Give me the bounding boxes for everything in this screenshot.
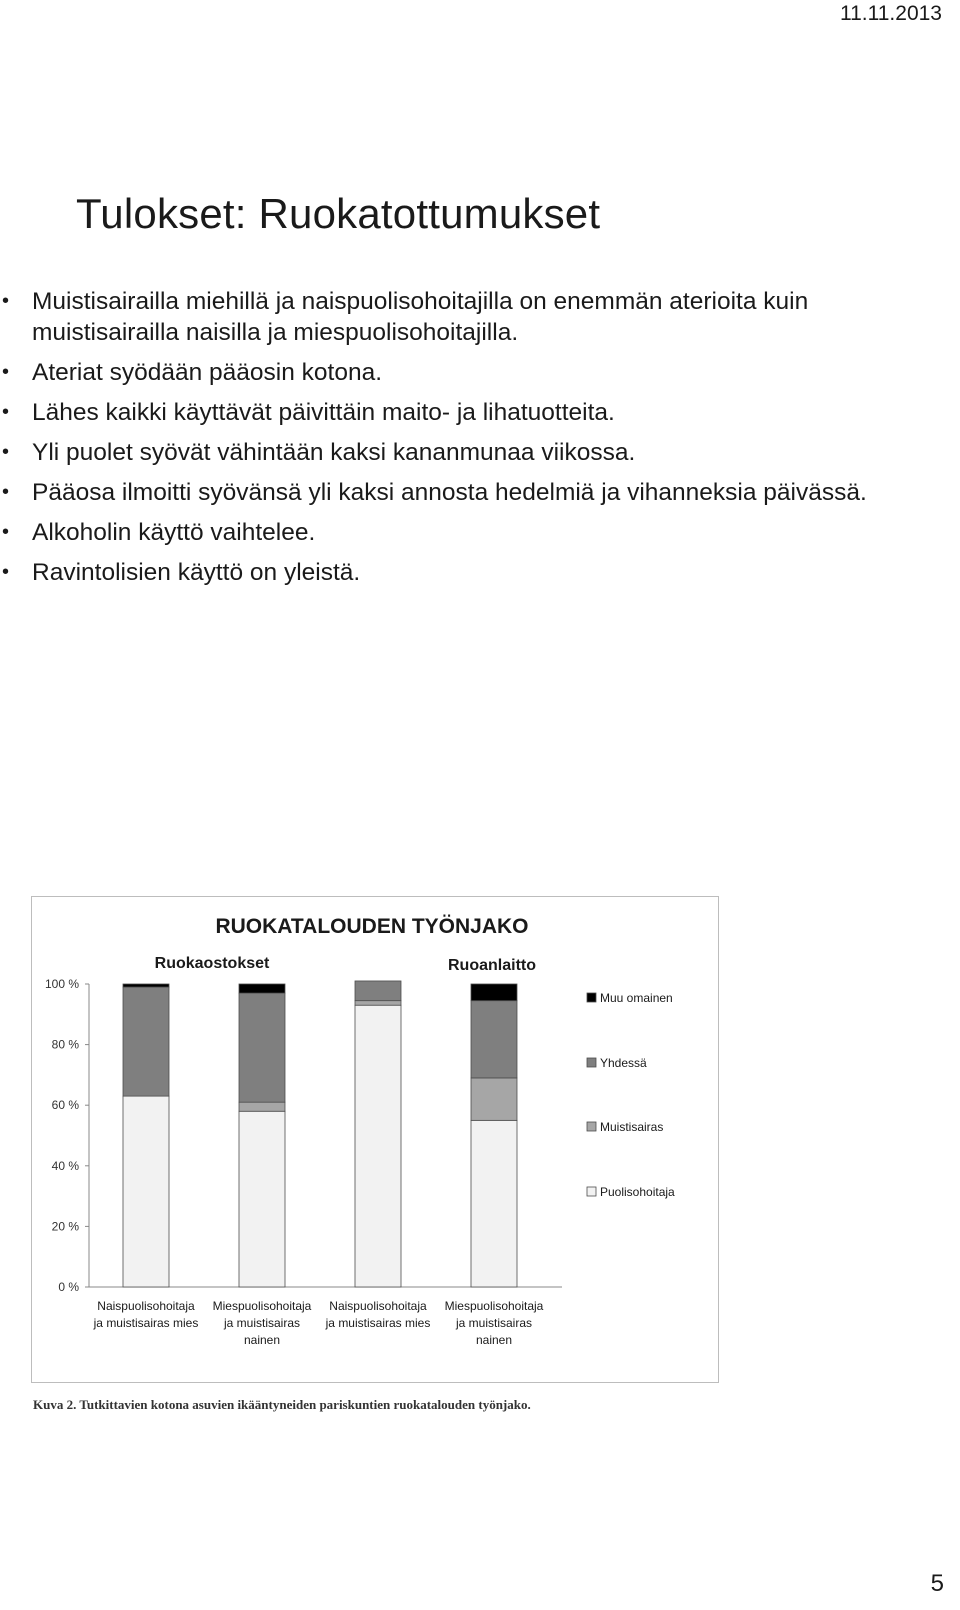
legend-swatch bbox=[587, 1058, 596, 1067]
y-tick-label: 40 % bbox=[51, 1158, 79, 1173]
legend-swatch bbox=[587, 1187, 596, 1196]
chart-title: RUOKATALOUDEN TYÖNJAKO bbox=[215, 915, 529, 938]
bullet-icon: • bbox=[2, 441, 10, 463]
figure-caption: Kuva 2. Tutkittavien kotona asuvien ikääntyneiden pariskuntien ruokatalouden työnjako. bbox=[33, 1397, 531, 1412]
bullet-text: Pääosa ilmoitti syövänsä yli kaksi annosta hedelmiä ja vihanneksia päivässä. bbox=[32, 479, 867, 506]
bar-segment-yhdessä bbox=[471, 1001, 517, 1078]
x-tick-label: ja muistisairas bbox=[223, 1316, 301, 1330]
bar-segment-muu-omainen bbox=[239, 984, 285, 993]
legend-label: Muistisairas bbox=[600, 1120, 664, 1134]
x-tick-label: nainen bbox=[243, 1333, 281, 1347]
bar-segment-muistisairas bbox=[471, 1078, 517, 1120]
bullet-icon: • bbox=[2, 290, 10, 312]
bar-segment-puolisohoitaja bbox=[123, 1096, 169, 1287]
bullet-text: Yli puolet syövät vähintään kaksi kananmunaa viikossa. bbox=[32, 439, 636, 466]
y-tick-label: 80 % bbox=[51, 1037, 79, 1052]
bar-segment-muistisairas bbox=[355, 1001, 401, 1006]
y-tick-label: 20 % bbox=[51, 1219, 79, 1234]
bar-segment-yhdessä bbox=[239, 993, 285, 1102]
page-number: 5 bbox=[930, 1570, 944, 1597]
bullet-item bbox=[0, 437, 930, 468]
bar-segment-puolisohoitaja bbox=[471, 1120, 517, 1287]
slide-title: Tulokset: Ruokatottumukset bbox=[76, 190, 601, 237]
bullet-icon: • bbox=[2, 481, 10, 503]
bar-segment-muu-omainen bbox=[471, 984, 517, 1001]
y-tick-label: 100 % bbox=[44, 977, 79, 991]
bar-segment-puolisohoitaja bbox=[355, 1005, 401, 1287]
legend-label: Muu omainen bbox=[600, 991, 673, 1005]
bullet-item bbox=[0, 517, 930, 548]
y-tick-label: 0 % bbox=[58, 1280, 79, 1294]
x-tick-label: ja muistisairas mies bbox=[325, 1316, 431, 1330]
bullet-text: Lähes kaikki käyttävät päivittäin maito- ja lihatuotteita. bbox=[32, 399, 615, 426]
slide-date: 11.11.2013 bbox=[840, 2, 942, 25]
bullet-text: Muistisairailla miehillä ja naispuolisohoitajilla on enemmän aterioita kuin muistisairailla naisilla ja miespuolisohoitajilla. bbox=[32, 288, 809, 346]
bar-segment-puolisohoitaja bbox=[239, 1111, 285, 1287]
x-tick-label: Miespuolisohoitaja bbox=[212, 1299, 312, 1313]
bullet-item bbox=[0, 557, 930, 588]
bullet-list bbox=[0, 286, 930, 597]
legend-label: Puolisohoitaja bbox=[600, 1185, 675, 1199]
bar-segment-yhdessä bbox=[355, 981, 401, 1001]
chart-frame bbox=[31, 896, 719, 1383]
legend-swatch bbox=[587, 993, 596, 1002]
bar-segment-yhdessä bbox=[123, 987, 169, 1096]
y-tick-label: 60 % bbox=[51, 1098, 79, 1113]
bullet-icon: • bbox=[2, 521, 10, 543]
bullet-icon: • bbox=[2, 401, 10, 423]
bullet-icon: • bbox=[2, 561, 10, 583]
bullet-item bbox=[0, 286, 930, 348]
bullet-item bbox=[0, 477, 930, 508]
stacked-bar-chart bbox=[32, 897, 718, 1382]
bullet-text: Alkoholin käyttö vaihtelee. bbox=[32, 519, 316, 546]
bar-segment-muistisairas bbox=[239, 1102, 285, 1111]
bullet-text: Ravintolisien käyttö on yleistä. bbox=[32, 559, 361, 586]
legend-swatch bbox=[587, 1122, 596, 1131]
bullet-item bbox=[0, 357, 930, 388]
bar-segment-muu-omainen bbox=[123, 984, 169, 987]
x-tick-label: Naispuolisohoitaja bbox=[329, 1299, 427, 1313]
x-tick-label: Miespuolisohoitaja bbox=[444, 1299, 544, 1313]
bullet-icon: • bbox=[2, 361, 10, 383]
x-tick-label: nainen bbox=[475, 1333, 513, 1347]
group-label-ruoanlaitto: Ruoanlaitto bbox=[448, 957, 536, 974]
legend-label: Yhdessä bbox=[600, 1056, 647, 1070]
x-tick-label: ja muistisairas mies bbox=[93, 1316, 199, 1330]
bullet-item bbox=[0, 397, 930, 428]
x-tick-label: ja muistisairas bbox=[455, 1316, 533, 1330]
group-label-ruokaostokset: Ruokaostokset bbox=[154, 955, 270, 972]
bullet-text: Ateriat syödään pääosin kotona. bbox=[32, 359, 383, 386]
x-tick-label: Naispuolisohoitaja bbox=[97, 1299, 195, 1313]
